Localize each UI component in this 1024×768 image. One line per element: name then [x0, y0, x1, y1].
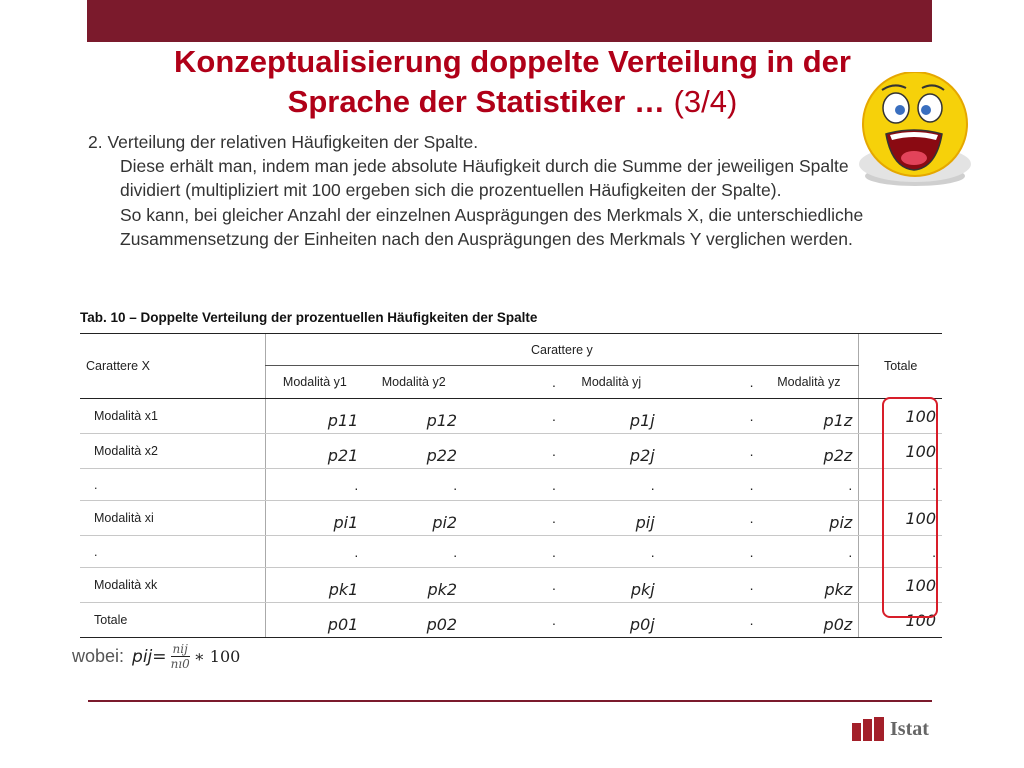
table-cell: p0j	[562, 603, 661, 638]
row-total: 100	[859, 501, 942, 536]
col-header: Modalità yj	[562, 366, 661, 399]
row-total: .	[859, 469, 942, 501]
table-row	[80, 469, 942, 501]
row-header-title: Carattere X	[80, 334, 265, 399]
table-cell: .	[463, 603, 562, 638]
table-cell: p2j	[562, 434, 661, 469]
table-cell: pk1	[265, 568, 364, 603]
intro-line-2: Diese erhält man, indem man jede absolute Häufigkeit durch die Summe der jeweiligen Spalte dividiert (multipliziert mit 100 ergeben sich die prozentuellen Häufigkeiten der Spalte).	[120, 156, 849, 201]
table-cell: .	[364, 536, 463, 568]
table-cell: pij	[562, 501, 661, 536]
table-cell: p0z	[759, 603, 858, 638]
row-total: 100	[859, 434, 942, 469]
col-header: Modalità y1	[265, 366, 364, 399]
table-cell: .	[562, 536, 661, 568]
intro-line-1: 2. Verteilung der relativen Häufigkeiten der Spalte.	[88, 132, 479, 152]
table-cell: p22	[364, 434, 463, 469]
title-line-1: Konzeptualisierung doppelte Verteilung in der	[174, 44, 851, 79]
row-total: 100	[859, 399, 942, 434]
col-group-title: Carattere y	[265, 334, 859, 366]
table-cell: .	[661, 568, 760, 603]
istat-logo-text: Istat	[890, 717, 929, 740]
top-banner	[87, 0, 932, 42]
col-header: Modalità y2	[364, 366, 463, 399]
row-label: .	[80, 536, 265, 568]
table-cell: .	[265, 536, 364, 568]
table-row	[80, 536, 942, 568]
table-cell: pk2	[364, 568, 463, 603]
table-cell: p01	[265, 603, 364, 638]
table-cell: .	[463, 469, 562, 501]
table-cell: p1j	[562, 399, 661, 434]
table-cell: pi1	[265, 501, 364, 536]
table-cell: .	[364, 469, 463, 501]
formula-fraction	[171, 642, 190, 671]
table-cell: piz	[759, 501, 858, 536]
frequency-table	[80, 333, 942, 638]
intro-text	[88, 130, 928, 251]
intro-line-3: So kann, bei gleicher Anzahl der einzelnen Ausprägungen des Merkmals X, die unterschiedliche Zusammensetzung der Einheiten nach den Ausprägungen des Merkmals Y verglichen werden.	[120, 204, 864, 249]
title-line-2	[60, 82, 965, 122]
istat-logo-mark-icon	[852, 717, 886, 741]
table-cell: pkj	[562, 568, 661, 603]
table-cell: p02	[364, 603, 463, 638]
table-cell: .	[463, 399, 562, 434]
page-title	[60, 42, 965, 122]
table-row	[80, 399, 942, 434]
formula-prefix: wobei:	[72, 646, 125, 666]
formula-numerator: nij	[172, 642, 188, 656]
row-label: .	[80, 469, 265, 501]
col-header: .	[661, 366, 760, 399]
row-label: Modalità x2	[80, 434, 265, 469]
title-line-2-text: Sprache der Statistiker …	[287, 84, 665, 119]
table-row	[80, 603, 942, 638]
table-row	[80, 501, 942, 536]
table-cell: .	[463, 434, 562, 469]
istat-logo	[852, 717, 929, 741]
row-label: Modalità xk	[80, 568, 265, 603]
col-header: .	[463, 366, 562, 399]
row-label: Totale	[80, 603, 265, 638]
totals-highlight-box	[882, 397, 938, 618]
formula-lhs: pij=	[132, 646, 167, 667]
table-cell: p2z	[759, 434, 858, 469]
table-cell: .	[265, 469, 364, 501]
table-cell: .	[463, 501, 562, 536]
row-label: Modalità xi	[80, 501, 265, 536]
row-total: .	[859, 536, 942, 568]
table-cell: p21	[265, 434, 364, 469]
table-cell: pi2	[364, 501, 463, 536]
row-label: Modalità x1	[80, 399, 265, 434]
footer-divider	[88, 700, 932, 702]
table-cell: p11	[265, 399, 364, 434]
table-caption: Tab. 10 – Doppelte Verteilung der prozentuellen Häufigkeiten der Spalte	[80, 310, 538, 325]
table-cell: .	[661, 536, 760, 568]
table-cell: p1z	[759, 399, 858, 434]
table-cell: pkz	[759, 568, 858, 603]
table-cell: .	[661, 501, 760, 536]
row-total: 100	[859, 568, 942, 603]
formula-denominator: nı0	[170, 657, 190, 671]
table-cell: .	[759, 536, 858, 568]
table-row	[80, 434, 942, 469]
table-cell: .	[759, 469, 858, 501]
table-row	[80, 568, 942, 603]
title-part: (3/4)	[673, 84, 738, 119]
col-header: Modalità yz	[759, 366, 858, 399]
formula	[72, 642, 240, 671]
table-cell: .	[562, 469, 661, 501]
total-col-title: Totale	[859, 334, 942, 399]
table-cell: .	[463, 568, 562, 603]
table-cell: p12	[364, 399, 463, 434]
table-cell: .	[463, 536, 562, 568]
row-total: 100	[859, 603, 942, 638]
table-cell: .	[661, 603, 760, 638]
table-cell: .	[661, 469, 760, 501]
table-cell: .	[661, 399, 760, 434]
formula-multiplier: ∗ 100	[193, 647, 241, 666]
table-cell: .	[661, 434, 760, 469]
